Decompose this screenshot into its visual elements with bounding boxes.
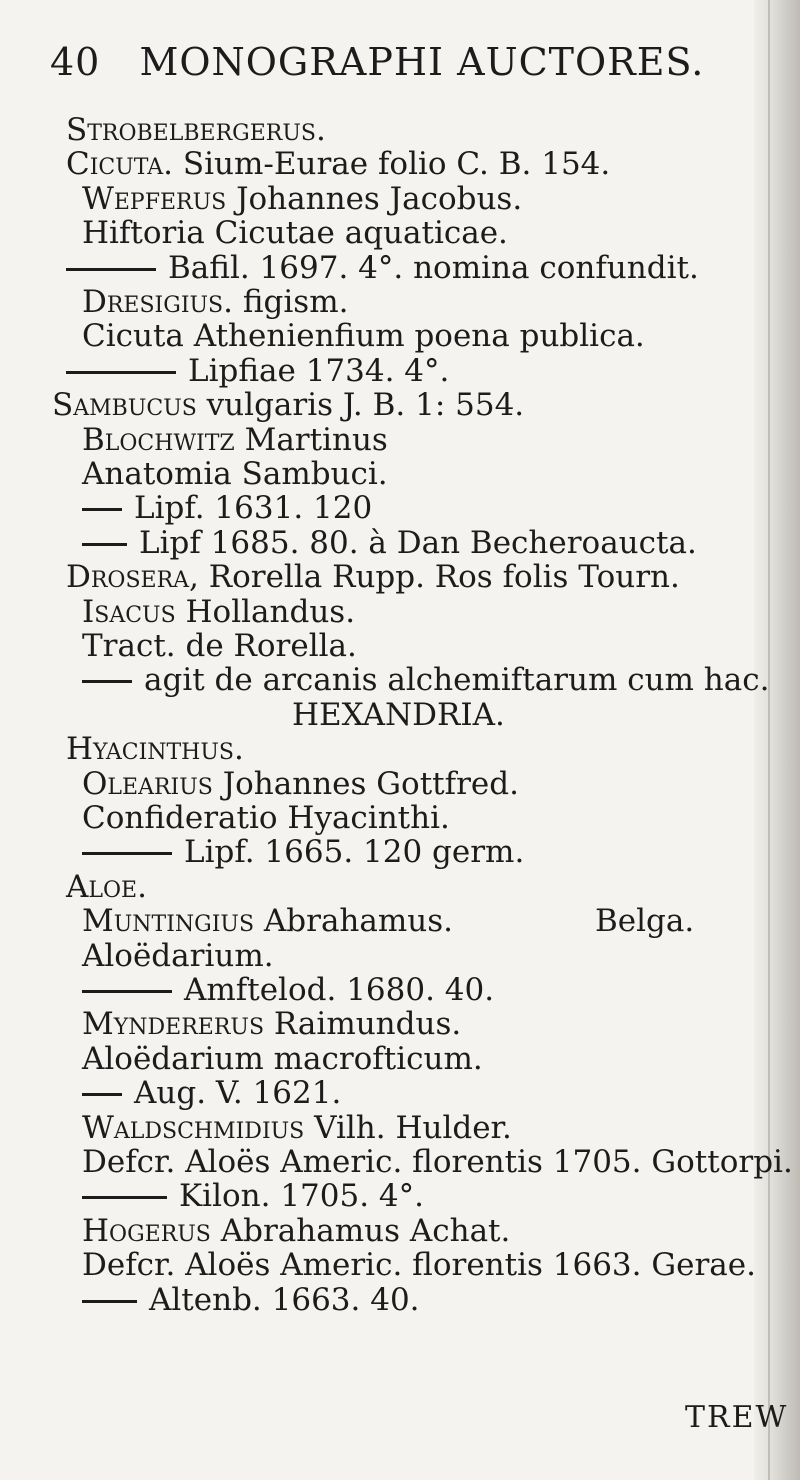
text-line — [82, 1247, 756, 1283]
entry-text: Lipfiae 1734. 4°. — [188, 353, 450, 389]
ditto-rule — [82, 680, 132, 683]
text-line — [82, 456, 388, 492]
page-edge-line — [768, 0, 770, 1480]
text-line — [82, 1110, 512, 1146]
text-line — [82, 628, 357, 664]
text-line — [82, 800, 450, 836]
text-line — [82, 422, 388, 458]
entry-text: Johannes Jacobus. — [236, 181, 523, 217]
entry-heading: Hyacinthus. — [66, 731, 244, 767]
text-line — [82, 318, 645, 354]
entry-text: Amftelod. 1680. 40. — [184, 972, 495, 1008]
text-line — [82, 1282, 420, 1318]
text-line — [82, 834, 524, 870]
text-line — [82, 972, 494, 1008]
page-number: 40 — [50, 40, 101, 84]
entry-text: Martinus — [244, 422, 388, 458]
text-line — [66, 250, 699, 286]
entry-heading: Drosera, — [66, 559, 199, 595]
text-line — [82, 766, 519, 802]
ditto-rule — [82, 543, 127, 546]
entry-text: Rorella Rupp. Ros folis Tourn. — [208, 559, 680, 595]
ditto-rule — [82, 1196, 167, 1199]
ditto-rule — [82, 508, 122, 511]
entry-heading: Blochwitz — [82, 422, 235, 458]
entry-text: Abrahamus. — [263, 903, 453, 939]
text-line — [82, 1178, 424, 1214]
entry-heading: Hogerus — [82, 1213, 211, 1249]
entry-text: Anatomia Sambuci. — [82, 456, 388, 492]
ditto-rule — [82, 852, 172, 855]
ditto-rule — [82, 1300, 137, 1303]
entry-text: Kilon. 1705. 4°. — [179, 1178, 425, 1214]
entry-text: Vilh. Hulder. — [314, 1110, 512, 1146]
entry-heading: Sambucus — [52, 387, 197, 423]
text-line — [82, 938, 274, 974]
text-line — [82, 662, 769, 698]
entry-text: Johannes Gottfred. — [222, 766, 519, 802]
running-header — [50, 40, 704, 84]
text-line — [66, 731, 244, 767]
entry-heading: Waldschmidius — [82, 1110, 305, 1146]
text-line — [66, 869, 147, 905]
text-line — [66, 559, 680, 595]
entry-text: Defcr. Aloës Americ. florentis 1705. Gottorpi. — [82, 1144, 793, 1180]
right-note: Belga. — [595, 903, 695, 939]
ditto-rule — [66, 371, 176, 374]
text-line — [82, 490, 372, 526]
entry-text: Lipf. 1665. 120 germ. — [184, 834, 525, 870]
text-line — [82, 1213, 510, 1249]
entry-text: Cicuta Athenienfium poena publica. — [82, 318, 645, 354]
text-line — [82, 525, 697, 561]
entry-text: Lipf. 1631. 120 — [134, 490, 373, 526]
entry-heading: Cicuta. — [66, 146, 173, 182]
entry-heading: Aloe. — [66, 869, 147, 905]
text-line — [66, 146, 610, 182]
text-line — [82, 1144, 793, 1180]
text-line — [82, 1041, 483, 1077]
entry-heading: Myndererus — [82, 1006, 265, 1042]
text-line — [82, 1006, 461, 1042]
text-line — [66, 353, 449, 389]
entry-heading: Strobelbergerus. — [66, 112, 326, 148]
text-line — [82, 1075, 341, 1111]
ditto-rule — [82, 1093, 122, 1096]
text-line — [66, 112, 326, 148]
entry-text: Altenb. 1663. 40. — [149, 1282, 420, 1318]
text-line — [52, 387, 524, 423]
text-line — [82, 284, 348, 320]
page-edge-shadow — [754, 0, 800, 1480]
entry-heading: Olearius — [82, 766, 213, 802]
running-title: MONOGRAPHI AUCTORES. — [139, 40, 705, 84]
entry-heading: Isacus — [82, 594, 176, 630]
entry-text: Lipf 1685. 80. à Dan Becheroaucta. — [139, 525, 697, 561]
text-line — [82, 594, 355, 630]
entry-text: Confideratio Hyacinthi. — [82, 800, 450, 836]
entry-text: HEXANDRIA. — [292, 697, 505, 733]
text-line — [82, 903, 453, 939]
text-line — [82, 181, 522, 217]
entry-text: figism. — [242, 284, 349, 320]
entry-text: Defcr. Aloës Americ. florentis 1663. Gerae. — [82, 1247, 756, 1283]
catchword: TREW — [685, 1400, 789, 1435]
entry-text: Tract. de Rorella. — [82, 628, 357, 664]
entry-text: Hiftoria Cicutae aquaticae. — [82, 215, 508, 251]
entry-text: Aug. V. 1621. — [134, 1075, 342, 1111]
text-line — [82, 215, 508, 251]
entry-text: Aloëdarium. — [82, 938, 274, 974]
entry-text: Bafil. 1697. 4°. nomina confundit. — [168, 250, 699, 286]
entry-text: Hollandus. — [185, 594, 356, 630]
entry-heading: Muntingius — [82, 903, 255, 939]
entry-text: Sium-Eurae folio C. B. 154. — [182, 146, 611, 182]
entry-text: Raimundus. — [273, 1006, 462, 1042]
entry-heading: Dresigius. — [82, 284, 233, 320]
text-line — [292, 697, 505, 733]
entry-text: vulgaris J. B. 1: 554. — [206, 387, 525, 423]
entry-text: Abrahamus Achat. — [220, 1213, 511, 1249]
entry-text: Aloëdarium macrofticum. — [82, 1041, 483, 1077]
entry-text: agit de arcanis alchemiftarum cum hac. — [144, 662, 770, 698]
ditto-rule — [82, 990, 172, 993]
entry-heading: Wepferus — [82, 181, 227, 217]
ditto-rule — [66, 268, 156, 271]
